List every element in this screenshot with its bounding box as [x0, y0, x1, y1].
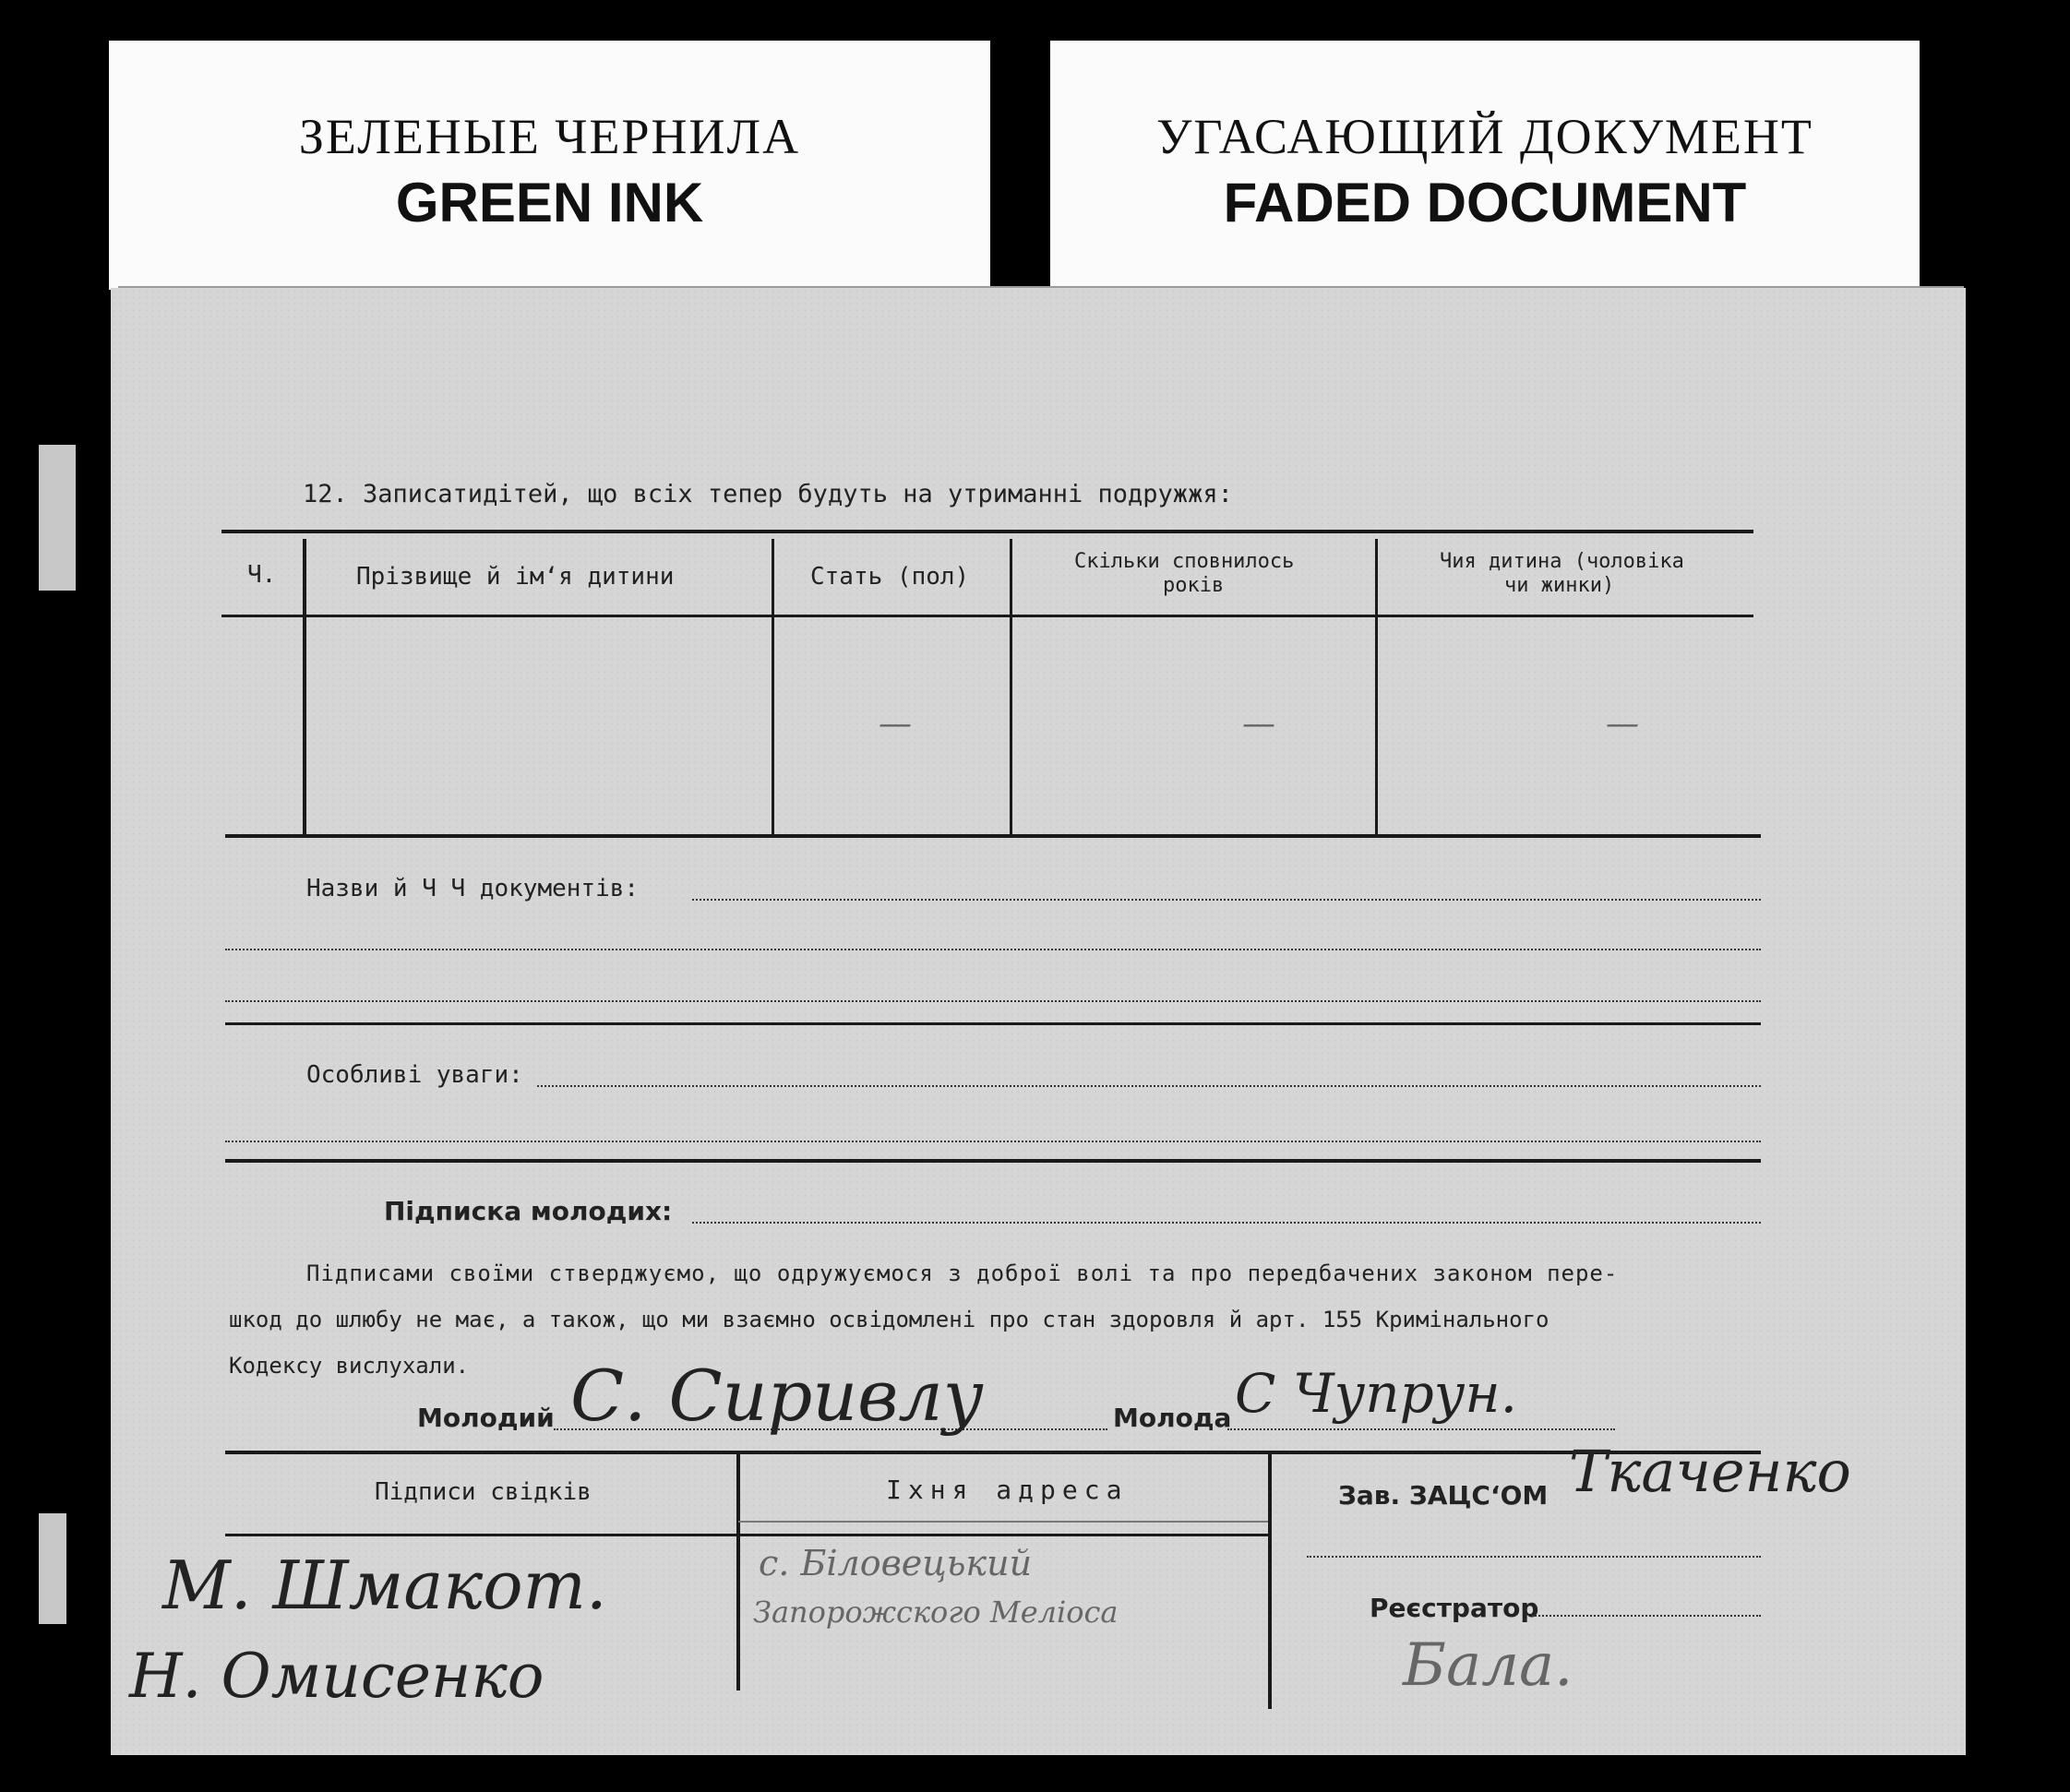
faded-document-label-card: [1050, 41, 1920, 290]
green-ink-label-en: GREEN INK: [395, 172, 704, 233]
declaration-line-1: Підписами своїми стверджуємо, що одружуємося з доброї волі та про передбачених законом пере-: [306, 1260, 1619, 1286]
notes-dotted-line-2: [225, 1141, 1761, 1142]
witness-col-divider-2: [1268, 1452, 1272, 1709]
witness-col-divider-1: [736, 1452, 740, 1690]
green-ink-label-ru: ЗЕЛЕНЫЕ ЧЕРНИЛА: [298, 109, 801, 164]
header-child-name: Прізвище й ім‘я дитини: [356, 563, 675, 591]
documents-label: Назви й Ч Ч документів:: [306, 875, 640, 902]
documents-dotted-line-2: [225, 949, 1761, 950]
head-dotted-line: [1307, 1556, 1761, 1558]
faded-document-label-ru: УГАСАЮЩИЙ ДОКУМЕНТ: [1156, 109, 1813, 164]
whose-column-dash: —: [1606, 705, 1639, 743]
subscription-dotted-line: [692, 1222, 1761, 1224]
table-col-divider-2: [772, 539, 774, 836]
table-col-divider-3: [1010, 539, 1012, 836]
header-whose-line2: чи жинки): [1504, 574, 1615, 597]
bride-label: Молода: [1113, 1403, 1232, 1433]
documents-dotted-line-1: [692, 899, 1761, 901]
notes-rule: [225, 1159, 1761, 1163]
head-label: Зав. ЗАЦС‘ОМ: [1338, 1480, 1549, 1511]
witness-header-rule: [225, 1534, 1268, 1536]
table-bottom-rule: [225, 834, 1761, 838]
sex-column-dash: —: [879, 705, 912, 743]
binding-tab-bottom: [39, 1513, 66, 1624]
header-age-line2: років: [1163, 574, 1225, 597]
witness-block-top-rule: [225, 1451, 1761, 1454]
notes-label: Особливі уваги:: [306, 1061, 523, 1089]
address-header: Іхня адреса: [886, 1475, 1129, 1505]
table-col-divider-4: [1375, 539, 1378, 836]
table-col-divider-1: [303, 539, 306, 836]
table-header-rule: [221, 615, 1753, 617]
table-top-rule: [221, 530, 1753, 533]
header-sex: Стать (пол): [810, 563, 970, 591]
green-ink-label-card: [109, 41, 990, 290]
age-column-dash: —: [1242, 705, 1275, 743]
documents-rule: [225, 1022, 1761, 1025]
witness-2-signature: Н. Омисенко: [129, 1641, 544, 1712]
address-line-2: Запорожского Меліоса: [753, 1595, 1119, 1630]
groom-label: Молодий: [417, 1403, 555, 1433]
bride-signature: С Чупрун.: [1235, 1362, 1518, 1425]
registrar-label: Реєстратор: [1370, 1593, 1539, 1623]
head-signature: Ткаченко: [1569, 1438, 1851, 1505]
subscription-label: Підписка молодих:: [384, 1196, 673, 1226]
groom-signature: С. Сиривлу: [570, 1355, 984, 1437]
declaration-line-2: шкод до шлюбу не має, а також, що ми взаємно освідомлені про стан здоровля й арт. 155 Кримінального: [229, 1307, 1550, 1332]
faded-document-label-en: FADED DOCUMENT: [1223, 172, 1747, 233]
address-divider: [738, 1521, 1268, 1523]
declaration-line-3: Кодексу вислухали.: [229, 1353, 470, 1379]
documents-dotted-line-3: [225, 1000, 1761, 1002]
section-12-title: 12. Записатидітей, що всіх тепер будуть на утриманні подружжя:: [303, 480, 1233, 508]
header-number: Ч.: [247, 561, 277, 589]
witness-1-signature: М. Шмакот.: [162, 1547, 607, 1624]
header-whose-line1: Чия дитина (чоловіка: [1440, 550, 1684, 573]
address-line-1: с. Біловецький: [759, 1543, 1033, 1583]
binding-tab-top: [39, 445, 76, 591]
header-age-line1: Скільки сповнилось: [1074, 550, 1295, 573]
registrar-dotted-line: [1532, 1615, 1761, 1617]
document-sheet: [111, 288, 1966, 1755]
notes-dotted-line-1: [537, 1085, 1761, 1087]
witnesses-header: Підписи свідків: [375, 1478, 592, 1506]
bride-signature-line: [1227, 1428, 1615, 1430]
registrar-signature: Бала.: [1403, 1631, 1573, 1700]
